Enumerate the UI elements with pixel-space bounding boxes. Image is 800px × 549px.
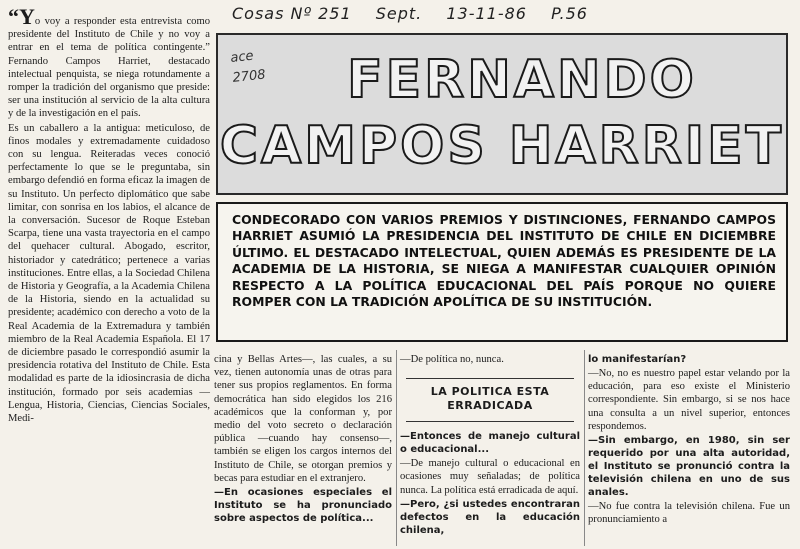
interview-question: —Pero, ¿si ustedes encontraran defectos en la educación chilena, [400,498,580,536]
article-column-2 [214,353,392,526]
interview-question: lo manifestarían? [588,354,687,365]
interview-question: —Sin embargo, en 1980, sin ser requerido por una alta autoridad, el Instituto se pronunció contra la televisión chilena en uno de sus anales. [588,435,790,499]
article-column-1 [8,4,210,426]
drop-cap: “Y [8,4,35,29]
lead-box [216,202,788,342]
subheading [406,378,574,422]
interview-question: —En ocasiones especiales el Instituto se ha pronunciado sobre aspectos de política... [214,487,392,525]
headline-surname: CAMPOS HARRIET [219,116,785,176]
headline-box [216,33,788,195]
stamp-line-1: ace [229,48,255,66]
lead-paragraph: CONDECORADO CON VARIOS PREMIOS Y DISTINCIONES, FERNANDO CAMPOS HARRIET ASUMIÓ LA PRESIDENCIA DEL INSTITUTO DE CHILE EN DICIEMBRE ÚLTIMO. EL DESTACADO INTELECTUAL, QUIEN ADEMÁS ES PRESIDENTE DE LA ACADEMIA DE LA HISTORIA, SE NIEGA A MANIFESTAR CUALQUIER OPINIÓN RESPECTO A LA POLÍTICA EDUCACIONAL DEL PAÍS PORQUE NO QUIERE ROMPER CON LA TRADICIÓN APOLÍTICA DE SU INSTITUCIÓN. [232,212,776,310]
opening-paragraph [8,4,210,121]
source-note: Cosas Nº 251 [232,4,352,23]
paragraph: Es un caballero a la antigua: meticuloso, de finos modales y extremadamente cuidadoso con su lengua. Reiteradas veces conoció perfectamente lo que se le preguntaba, sin embargo defendió en forma eficaz la imagen de su Instituto. Un perfecto diplomático que sabe limitar, con sonrisa en los labios, el alcance de la conversación. Sucesor de Roque Esteban Scarpa, tiene una vasta trayectoria en el campo del quehacer cultural. Abogado, escritor, historiador y catedrático; pertenece a varias instituciones. Entre ellas, a la Sociedad Chilena de Historia y Geografía, a la Academia Chilena de la Historia, siendo en la actualidad su presidente; académico con derecho a voto de la Real Academia de la Extremadura y también miembro de la Real Academia Española. El 17 de diciembre pasado le correspondió asumir la presidencia rotativa del Instituto de Chile. Esta modalidad es parte de la idiosincrasia de dicha institución, formado por seis academias —Lengua, Historia, Ciencias, Ciencias Sociales, Medi- [8,122,210,425]
interview-question: —Entonces de manejo cultural o educacional... [400,431,580,456]
opening-text: o voy a responder esta entrevista como presidente del Instituto de Chile y no voy a entrar en el tema de política contingente.” Fernando Campos Harriet, destacado intelectual penquista, se niega rotundamente a romper la tradición del organismo que preside: ser una institución al servicio de la alta cultura y de la investigación en el país. [8,16,210,120]
subheading-line-1: LA POLITICA ESTA [430,385,550,399]
column-divider [396,350,397,546]
headline-first-name: FERNANDO [347,50,697,110]
subheading-line-2: ERRADICADA [447,399,533,413]
handwritten-source-note [232,4,792,30]
paragraph: —No, no es nuestro papel estar velando por la educación, para eso existe el Ministerio correspondiente. Sin embargo, si se nos hace una consulta a un nivel superior, entonces respondemos. [588,368,790,432]
column-divider [584,350,585,546]
stamp-line-2: 2708 [231,67,267,86]
paragraph: —De manejo cultural o educacional en ocasiones muy señaladas; de política nunca. La política está erradicada de aquí. [400,458,580,496]
archive-stamp [230,43,291,99]
page-note: P.56 [551,4,588,23]
paragraph: —No fue contra la televisión chilena. Fue un pronunciamiento a [588,501,790,526]
paragraph: —De política no, nunca. [400,354,504,365]
article-column-3 [400,353,580,538]
section-note: Sept. [375,4,423,23]
article-column-4 [588,353,790,527]
date-note: 13-11-86 [446,4,527,23]
paragraph: cina y Bellas Artes—, las cuales, a su vez, tienen autonomía unas de otras para tener sus propios reglamentos. En forma democrática han sido elegidos los 216 académicos que la conforman y, por medio del voto secreto o declaración pública —cuando hay consenso—, también se eligen los cargos internos del Instituto de Chile, se otorgan premios y becas para estudiar en el extranjero. [214,354,392,484]
